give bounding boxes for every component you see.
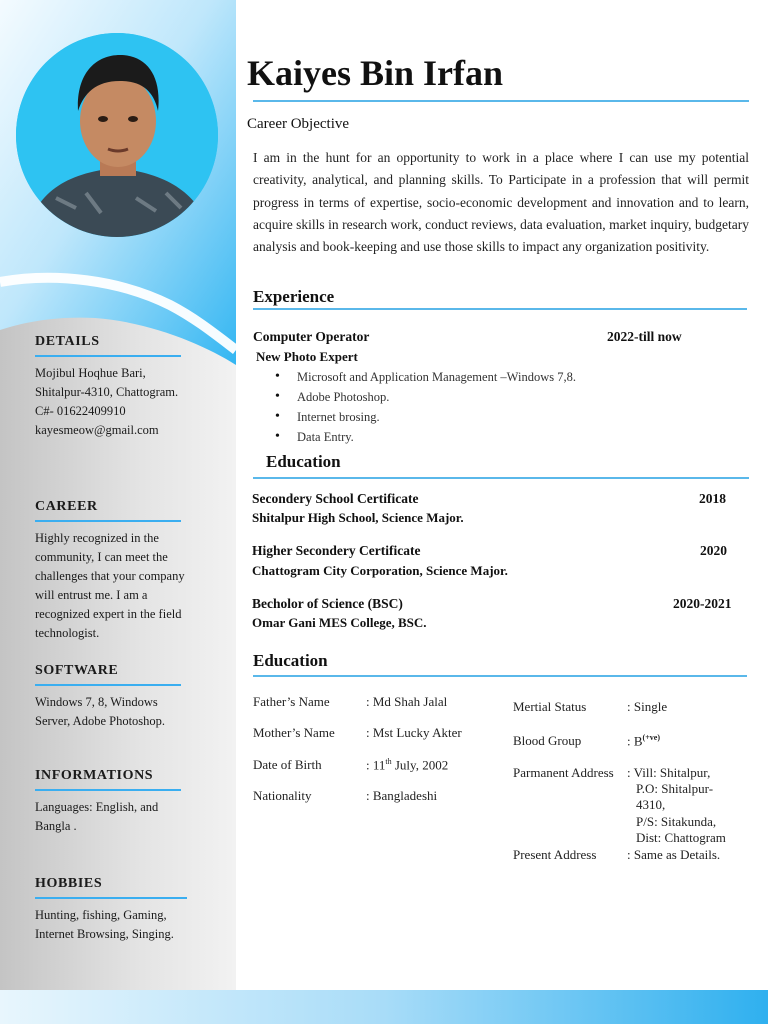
dob-label: Date of Birth — [253, 757, 322, 772]
experience-heading: Experience — [253, 287, 335, 306]
permanent-address-line: Dist: Chattogram — [636, 830, 726, 845]
details-section — [35, 334, 195, 440]
software-divider — [35, 684, 181, 686]
education-divider — [253, 477, 749, 479]
father-name-value: : Md Shah Jalal — [366, 694, 448, 709]
mother-name-label: Mother’s Name — [253, 725, 335, 740]
career-objective-heading: Career Objective — [247, 116, 350, 132]
profile-photo — [16, 33, 218, 237]
nationality-value: : Bangladeshi — [366, 788, 438, 803]
marital-status-value: : Single — [627, 699, 668, 714]
permanent-address-line: : Vill: Shitalpur, — [627, 765, 711, 780]
list-item: • Internet brosing. — [275, 407, 576, 427]
blood-group-rh: (+ve) — [642, 733, 660, 742]
permanent-address-line: P.O: Shitalpur- — [636, 781, 714, 796]
dob-suffix: th — [385, 757, 392, 766]
experience-divider — [253, 308, 747, 310]
permanent-address-label: Parmanent Address — [513, 765, 614, 780]
education-heading: Education — [266, 452, 341, 471]
details-phone: C#- 01622409910 — [35, 404, 126, 418]
present-address-value: : Same as Details. — [627, 847, 721, 862]
software-text: Windows 7, 8, Windows Server, Adobe Photoshop. — [35, 695, 166, 728]
education-year: 2018 — [699, 491, 726, 506]
permanent-address-line: 4310, — [636, 797, 666, 812]
hobbies-heading: HOBBIES — [35, 876, 103, 891]
bottom-band — [0, 990, 768, 1024]
details-email: kayesmeow@gmail.com — [35, 423, 159, 437]
nationality-label: Nationality — [253, 788, 312, 803]
hobbies-section — [35, 876, 195, 944]
personal-info-heading: Education — [253, 651, 328, 670]
dob-month-year: July, 2002 — [391, 757, 449, 773]
education-school: Chattogram City Corporation, Science Major. — [252, 563, 508, 578]
permanent-address-line: P/S: Sitakunda, — [636, 814, 717, 829]
education-school: Shitalpur High School, Science Major. — [252, 510, 464, 525]
software-heading: SOFTWARE — [35, 663, 119, 678]
education-school: Omar Gani MES College, BSC. — [252, 615, 427, 630]
person-avatar-icon — [16, 33, 218, 237]
dob-day: : 11 — [366, 757, 386, 773]
blood-group-value — [627, 733, 660, 749]
candidate-name: Kaiyes Bin Irfan — [247, 53, 504, 93]
personal-info-divider — [253, 675, 747, 677]
education-year: 2020-2021 — [673, 596, 732, 611]
details-divider — [35, 355, 181, 357]
details-line: Shitalpur-4310, Chattogram. — [35, 385, 179, 399]
details-heading: DETAILS — [35, 334, 100, 349]
education-degree: Higher Secondery Certificate — [252, 543, 421, 558]
career-text: Highly recognized in the community, I can meet the challenges that your company will entrust me. I am a recognized expert in the field technologist. — [35, 531, 185, 640]
blood-group-letter: : B — [627, 733, 643, 749]
list-item: • Microsoft and Application Management –Windows 7,8. — [275, 367, 576, 387]
career-objective-text: I am in the hunt for an opportunity to work in a place where I can use my potential creativity, analytical, and planning skills. To Participate in a profession that will permit progress in terms of expertise, socio-economic development and innovation and to learn, acquire skills in research work, conduct reviews, data evaluation, market inquiry, budgetary analysis and book-keeping and use those skills to impact any organization positivity. — [253, 150, 749, 255]
career-section — [35, 499, 195, 643]
blood-group-label: Blood Group — [513, 733, 582, 748]
job-period: 2022-till now — [607, 329, 682, 344]
marital-status-label: Mertial Status — [513, 699, 587, 714]
mother-name-value: : Mst Lucky Akter — [366, 725, 462, 740]
hobbies-divider — [35, 897, 187, 899]
hobbies-text: Hunting, fishing, Gaming, Internet Browsing, Singing. — [35, 908, 174, 941]
dob-value — [366, 757, 448, 773]
career-divider — [35, 520, 181, 522]
career-heading: CAREER — [35, 499, 98, 514]
father-name-label: Father’s Name — [253, 694, 330, 709]
informations-section — [35, 768, 195, 836]
job-company: New Photo Expert — [256, 349, 358, 364]
informations-text: Languages: English, and Bangla . — [35, 800, 159, 833]
job-title: Computer Operator — [253, 329, 370, 344]
experience-bullets — [275, 367, 576, 447]
present-address-label: Present Address — [513, 847, 597, 862]
education-year: 2020 — [700, 543, 727, 558]
details-line: Mojibul Hoqhue Bari, — [35, 366, 146, 380]
software-section — [35, 663, 195, 731]
informations-heading: INFORMATIONS — [35, 768, 154, 783]
name-divider — [253, 100, 749, 102]
list-item: • Adobe Photoshop. — [275, 387, 576, 407]
list-item: • Data Entry. — [275, 427, 576, 447]
informations-divider — [35, 789, 181, 791]
education-degree: Becholor of Science (BSC) — [252, 596, 403, 611]
education-degree: Secondery School Certificate — [252, 491, 419, 506]
